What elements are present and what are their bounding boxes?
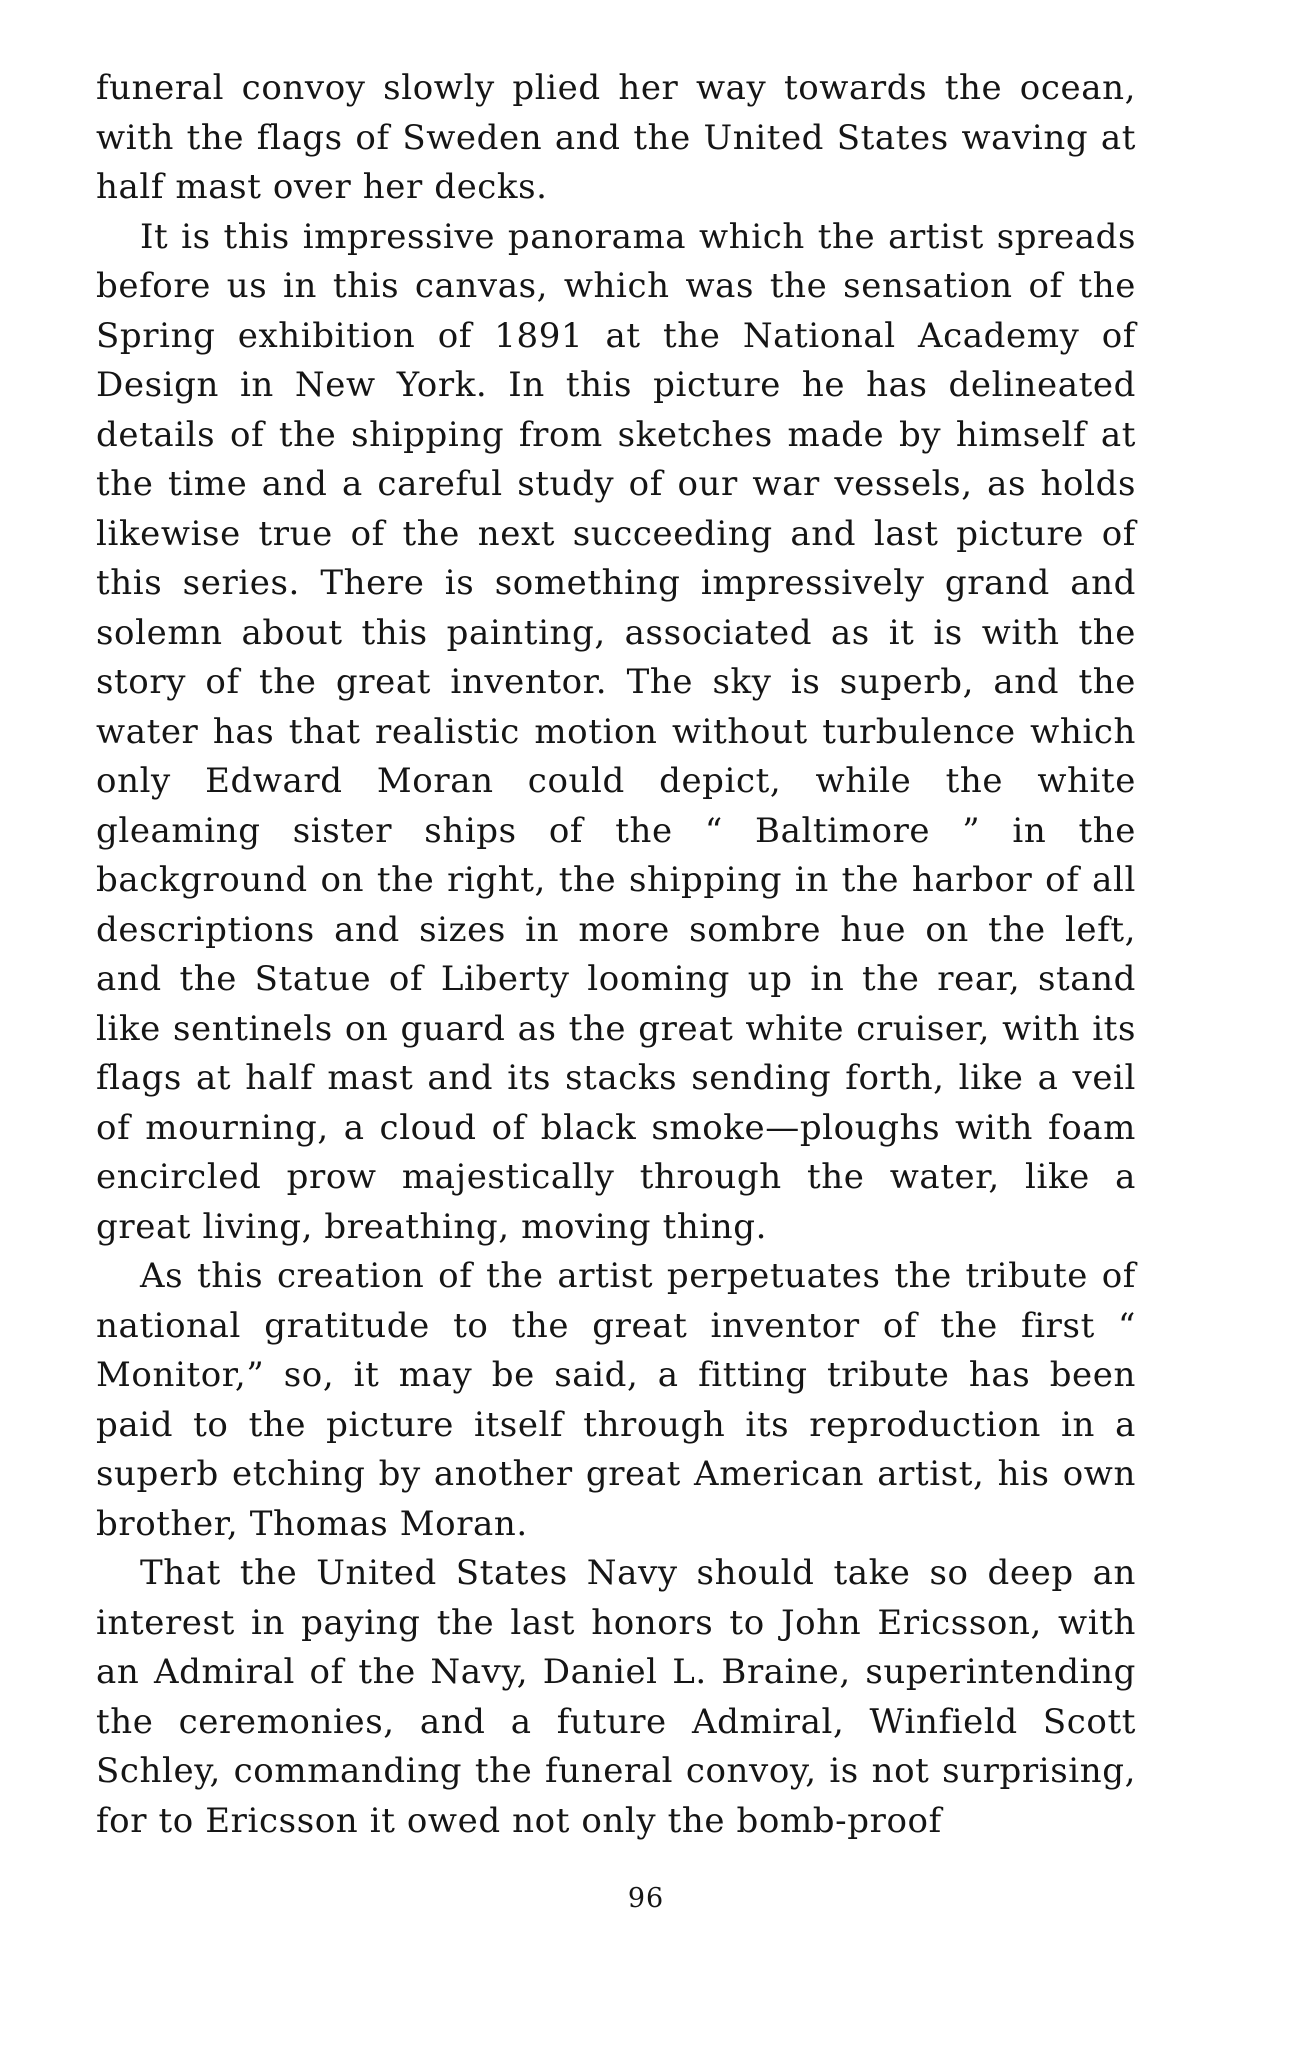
body-text — [96, 64, 1136, 1846]
paragraph-navy: That the United States Navy should take so deep an interest in paying the last honors to John Ericsson, with an Admiral of the Navy, Daniel L. Braine, superintending the ceremonies, and a future Admiral, Winfield Scott Schley, commanding the funeral convoy, is not surprising, for to Ericsson it owed not only the bomb-proof — [96, 1553, 1136, 1841]
paragraph-continuation: funeral convoy slowly plied her way towards the ocean, with the flags of Sweden and the United States waving at half mast over her decks. — [96, 68, 1136, 207]
paragraph-tribute: As this creation of the artist perpetuates the tribute of national gratitude to the great inventor of the first “ Monitor,” so, it may be said, a fitting tribute has been paid to the picture itself through its reproduction in a superb etching by another great American artist, his own brother, Thomas Moran. — [96, 1256, 1136, 1544]
paragraph-panorama: It is this impressive panorama which the artist spreads before us in this canvas, which was the sensation of the Spring exhibition of 1891 at the National Academy of Design in New York. In this picture he has delineated details of the shipping from sketches made by himself at the time and a careful study of our war vessels, as holds likewise true of the next succeeding and last picture of this series. There is something impressively grand and solemn about this painting, associated as it is with the story of the great inventor. The sky is superb, and the water has that realistic motion without turbulence which only Edward Moran could depict, while the white gleaming sister ships of the “ Baltimore ” in the background on the right, the shipping in the harbor of all descriptions and sizes in more sombre hue on the left, and the Statue of Liberty looming up in the rear, stand like sentinels on guard as the great white cruiser, with its flags at half mast and its stacks sending forth, like a veil of mourning, a cloud of black smoke—ploughs with foam encircled prow majestically through the water, like a great living, breathing, moving thing. — [96, 216, 1136, 1247]
page-number: 96 — [627, 1883, 665, 1914]
